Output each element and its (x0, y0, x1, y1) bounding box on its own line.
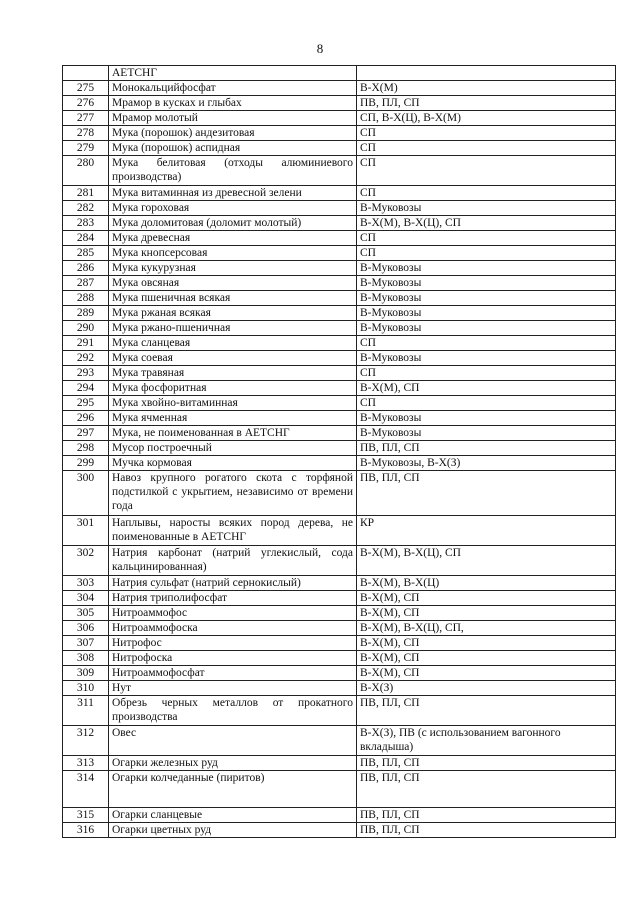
row-number: 293 (63, 366, 109, 381)
cargo-name: Мучка кормовая (109, 456, 357, 471)
table-row (63, 516, 616, 546)
cargo-name: Мука ячменная (109, 411, 357, 426)
cargo-table-body (63, 66, 616, 838)
transport-type: В-Х(М), СП (357, 381, 616, 396)
transport-type: ПВ, ПЛ, СП (357, 756, 616, 771)
table-row (63, 621, 616, 636)
row-number: 287 (63, 276, 109, 291)
cargo-name: Натрия сульфат (натрий сернокислый) (109, 576, 357, 591)
table-row-continuation (63, 66, 616, 81)
cargo-name: Монокальцийфосфат (109, 81, 357, 96)
table-row (63, 823, 616, 838)
row-number: 305 (63, 606, 109, 621)
table-row (63, 636, 616, 651)
transport-type: В-Х(М), В-Х(Ц), СП, (357, 621, 616, 636)
cargo-name: Мука кукурузная (109, 261, 357, 276)
table-row (63, 771, 616, 808)
cargo-name: Мука, не поименованная в АЕТСНГ (109, 426, 357, 441)
cargo-name: Мука доломитовая (доломит молотый) (109, 216, 357, 231)
row-number: 309 (63, 666, 109, 681)
table-row (63, 141, 616, 156)
row-number: 296 (63, 411, 109, 426)
cargo-name: Нитроаммофосфат (109, 666, 357, 681)
cargo-name: Мука гороховая (109, 201, 357, 216)
transport-type: В-Х(З), ПВ (с использованием вагонного вкладыша) (357, 726, 616, 756)
transport-type: СП (357, 336, 616, 351)
cargo-table (62, 65, 616, 838)
table-row (63, 756, 616, 771)
row-number: 304 (63, 591, 109, 606)
transport-type: СП (357, 126, 616, 141)
transport-type: В-Муковозы (357, 261, 616, 276)
cargo-name: Мука (порошок) аспидная (109, 141, 357, 156)
transport-type: КР (357, 516, 616, 546)
transport-type: В-Муковозы, В-Х(З) (357, 456, 616, 471)
cargo-name: Огарки колчеданные (пиритов) (109, 771, 357, 808)
cargo-name: Нитроаммофоска (109, 621, 357, 636)
row-number: 311 (63, 696, 109, 726)
table-row (63, 696, 616, 726)
row-number: 302 (63, 546, 109, 576)
row-number: 301 (63, 516, 109, 546)
transport-type: СП (357, 396, 616, 411)
table-row (63, 666, 616, 681)
cargo-name: Овес (109, 726, 357, 756)
row-number: 276 (63, 96, 109, 111)
row-number: 312 (63, 726, 109, 756)
cargo-name: Нитроаммофос (109, 606, 357, 621)
cargo-name: Обрезь черных металлов от прокатного производства (109, 696, 357, 726)
row-number: 277 (63, 111, 109, 126)
cargo-name: Мука древесная (109, 231, 357, 246)
table-row (63, 411, 616, 426)
cargo-name: Натрия карбонат (натрий углекислый, сода кальцинированная) (109, 546, 357, 576)
cargo-name: Огарки сланцевые (109, 808, 357, 823)
transport-type: В-Муковозы (357, 411, 616, 426)
cargo-name: Мука ржаная всякая (109, 306, 357, 321)
table-row (63, 201, 616, 216)
table-row (63, 591, 616, 606)
transport-type: СП, В-Х(Ц), В-Х(М) (357, 111, 616, 126)
row-number: 300 (63, 471, 109, 516)
transport-type: ПВ, ПЛ, СП (357, 471, 616, 516)
table-row (63, 606, 616, 621)
table-row (63, 726, 616, 756)
transport-type: СП (357, 246, 616, 261)
table-row (63, 546, 616, 576)
transport-type: СП (357, 366, 616, 381)
transport-type: В-Х(М), В-Х(Ц) (357, 576, 616, 591)
cargo-name: Огарки цветных руд (109, 823, 357, 838)
table-row (63, 381, 616, 396)
row-number: 291 (63, 336, 109, 351)
row-number: 315 (63, 808, 109, 823)
table-row (63, 96, 616, 111)
transport-type: В-Муковозы (357, 351, 616, 366)
cargo-name: Нут (109, 681, 357, 696)
row-number: 316 (63, 823, 109, 838)
table-row (63, 808, 616, 823)
table-row (63, 396, 616, 411)
cargo-name: Мрамор в кусках и глыбах (109, 96, 357, 111)
table-row (63, 261, 616, 276)
transport-type: В-Муковозы (357, 276, 616, 291)
cargo-name: Мука травяная (109, 366, 357, 381)
page-number: 8 (316, 41, 324, 56)
row-number: 314 (63, 771, 109, 808)
transport-type (357, 66, 616, 81)
row-number: 310 (63, 681, 109, 696)
row-number: 297 (63, 426, 109, 441)
transport-type: В-Муковозы (357, 306, 616, 321)
row-number: 283 (63, 216, 109, 231)
row-number: 275 (63, 81, 109, 96)
transport-type: ПВ, ПЛ, СП (357, 441, 616, 456)
cargo-name: Огарки железных руд (109, 756, 357, 771)
table-row (63, 186, 616, 201)
row-number: 282 (63, 201, 109, 216)
cargo-name: Мука соевая (109, 351, 357, 366)
row-number: 308 (63, 651, 109, 666)
cargo-name: Навоз крупного рогатого скота с торфяной подстилкой с укрытием, независимо от времени года (109, 471, 357, 516)
table-row (63, 246, 616, 261)
cargo-name: Натрия триполифосфат (109, 591, 357, 606)
cargo-name: Мука (порошок) андезитовая (109, 126, 357, 141)
table-row (63, 441, 616, 456)
table-row (63, 351, 616, 366)
table-row (63, 651, 616, 666)
transport-type: В-Х(М), В-Х(Ц), СП (357, 216, 616, 231)
row-number: 284 (63, 231, 109, 246)
cargo-name: Мука витаминная из древесной зелени (109, 186, 357, 201)
cargo-name: Нитрофоска (109, 651, 357, 666)
transport-type: В-Х(М), СП (357, 666, 616, 681)
transport-type: ПВ, ПЛ, СП (357, 696, 616, 726)
transport-type: В-Х(М), СП (357, 651, 616, 666)
cargo-name: Мрамор молотый (109, 111, 357, 126)
transport-type: В-Муковозы (357, 321, 616, 336)
row-number: 313 (63, 756, 109, 771)
table-row (63, 306, 616, 321)
transport-type: СП (357, 231, 616, 246)
transport-type: СП (357, 156, 616, 186)
transport-type: В-Х(М), В-Х(Ц), СП (357, 546, 616, 576)
transport-type: В-Х(М) (357, 81, 616, 96)
row-number: 299 (63, 456, 109, 471)
cargo-name: Мука кнопсерсовая (109, 246, 357, 261)
cargo-name: Мука фосфоритная (109, 381, 357, 396)
table-row (63, 81, 616, 96)
table-row (63, 126, 616, 141)
row-number: 280 (63, 156, 109, 186)
table-row (63, 291, 616, 306)
row-number: 294 (63, 381, 109, 396)
transport-type: В-Муковозы (357, 426, 616, 441)
transport-type: ПВ, ПЛ, СП (357, 823, 616, 838)
row-number: 303 (63, 576, 109, 591)
table-row (63, 456, 616, 471)
transport-type: В-Х(З) (357, 681, 616, 696)
row-number (63, 66, 109, 81)
cargo-name: Мука пшеничная всякая (109, 291, 357, 306)
row-number: 286 (63, 261, 109, 276)
row-number: 292 (63, 351, 109, 366)
table-row (63, 426, 616, 441)
table-row (63, 156, 616, 186)
cargo-name: Мука хвойно-витаминная (109, 396, 357, 411)
row-number: 279 (63, 141, 109, 156)
row-number: 306 (63, 621, 109, 636)
row-number: 278 (63, 126, 109, 141)
transport-type: ПВ, ПЛ, СП (357, 96, 616, 111)
row-number: 307 (63, 636, 109, 651)
table-row (63, 321, 616, 336)
table-row (63, 681, 616, 696)
row-number: 290 (63, 321, 109, 336)
table-row (63, 576, 616, 591)
transport-type: СП (357, 141, 616, 156)
cargo-name: Мука белитовая (отходы алюминиевого производства) (109, 156, 357, 186)
table-row (63, 231, 616, 246)
row-number: 281 (63, 186, 109, 201)
transport-type: В-Х(М), СП (357, 606, 616, 621)
cargo-name: Наплывы, наросты всяких пород дерева, не поименованные в АЕТСНГ (109, 516, 357, 546)
transport-type: В-Муковозы (357, 201, 616, 216)
row-number: 289 (63, 306, 109, 321)
transport-type: В-Х(М), СП (357, 591, 616, 606)
row-number: 288 (63, 291, 109, 306)
transport-type: В-Муковозы (357, 291, 616, 306)
cargo-name: АЕТСНГ (109, 66, 357, 81)
table-row (63, 471, 616, 516)
transport-type: В-Х(М), СП (357, 636, 616, 651)
table-row (63, 366, 616, 381)
cargo-name: Нитрофос (109, 636, 357, 651)
table-row (63, 216, 616, 231)
row-number: 295 (63, 396, 109, 411)
table-row (63, 111, 616, 126)
table-row (63, 276, 616, 291)
row-number: 285 (63, 246, 109, 261)
cargo-name: Мука овсяная (109, 276, 357, 291)
table-row (63, 336, 616, 351)
row-number: 298 (63, 441, 109, 456)
transport-type: СП (357, 186, 616, 201)
cargo-name: Мусор построечный (109, 441, 357, 456)
transport-type: ПВ, ПЛ, СП (357, 808, 616, 823)
transport-type: ПВ, ПЛ, СП (357, 771, 616, 808)
cargo-name: Мука ржано-пшеничная (109, 321, 357, 336)
cargo-name: Мука сланцевая (109, 336, 357, 351)
